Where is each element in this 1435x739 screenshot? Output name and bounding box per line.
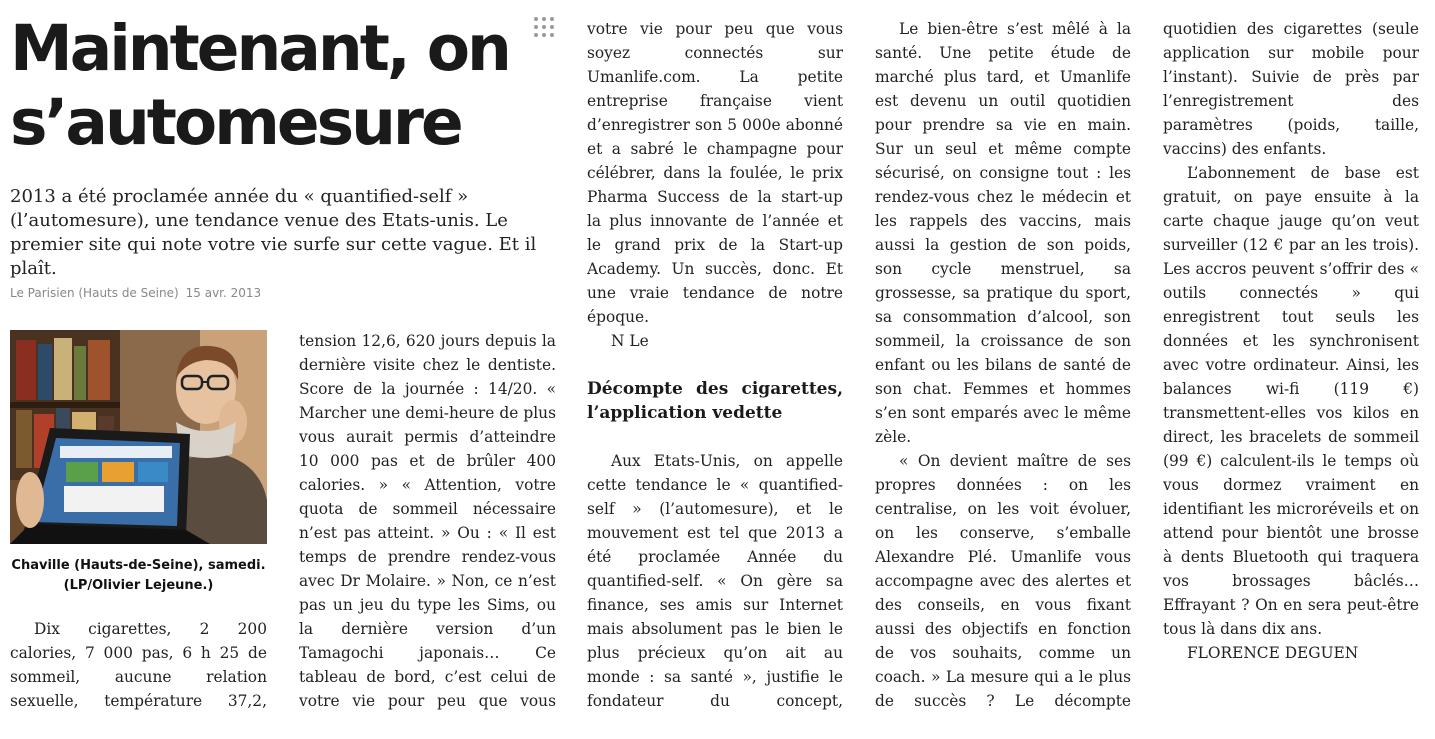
body-paragraph: tension 12,6, 620 jours depuis la dernière visite chez le dentiste. Score de la journée : 14/20. « Marcher une demi-heure de plus vous aurait permis d’atteindre 10 000 pas et de brûler 400 calories. » « Attention, votre quota de sommeil nécessaire n’est pas atteint. » Ou : « Il est temps de prendre rendez-vous avec Dr Molaire. » Non, ce n’est pas un jeu du type les Sims, ou la dernière version d’un Tamagochi japonais… Ce tableau de bord, c’est celui de votre vie pour peu que vous [299,332,556,710]
article-body-flow [875,17,1131,717]
article-column-2 [299,329,556,717]
article-body-flow [587,17,843,717]
grip-dots-icon[interactable] [534,17,556,39]
article-photo [10,330,267,544]
body-paragraph: Aux Etats-Unis, on appelle cette tendance le « quantified-self » (l’automesure), et le mouvement est tel que 2013 a été proclamée Année du quantified-self. « On gère sa finance, ses amis sur Internet mais absolument pas le bien le plus précieux qu’on ait au monde : sa santé », justifie le fondateur du concept, [587,452,843,710]
article-title: Maintenant, on s’automesure [10,12,509,159]
body-paragraph: votre vie pour peu que vous soyez connectés sur Umanlife.com. La petite entreprise française vient d’enregistrer son 5 000e abonné et a sabré le champagne pour célébrer, dans la foulée, le prix Pharma Success de la start-up la plus innovante de l’année et le grand prix de la Start-up Academy. Un succès, donc. Et une vraie tendance de notre époque. [587,20,843,326]
article-column-4 [875,17,1131,717]
body-paragraph: Le bien-être s’est mêlé à la santé. Une petite étude de marché plus tard, et Umanlife est devenu un outil quotidien pour prendre sa vie en main. Sur un seul et même compte sécurisé, on consigne tout : les rendez-vous chez le médecin et les rappels des vaccins, mais aussi la gestion de son poids, son cycle menstruel, sa grossesse, sa pratique du sport, sa consommation d’alcool, son sommeil, la croissance de son enfant ou les bilans de santé de son chat. Femmes et hommes s’en sont emparés avec le même zèle. [875,20,1131,446]
body-paragraph: L’abonnement de base est gratuit, on paye ensuite à la carte chaque jauge qu’on veut surveiller (12 € par an les trois). Les accros peuvent s’offrir des « outils connectés » qui enregistrent tout seuls les données et les synchronisent avec votre ordinateur. Ainsi, les balances wi-fi (119 €) transmettent-elles vos kilos en direct, les bracelets de sommeil (99 €) calculent-ils le temps où vous dormez vraiment en identifiant les microréveils et on attend pour bientôt une brosse à dents Bluetooth qui traquera vos brossages bâclés… Effrayant ? On en sera peut-être tous là dans dix ans. [1163,164,1419,638]
body-paragraph: Dix cigarettes, 2 200 calories, 7 000 pas, 6 h 25 de sommeil, aucune relation sexuelle, température 37,2, [10,620,267,710]
article-meta [10,286,261,300]
article-body-flow [299,329,556,717]
box-signature: N Le [611,332,649,350]
article-lead: 2013 a été proclamée année du « quantified-self » (l’automesure), une tendance venue des Etats-unis. Le premier site qui note votre vie surfe sur cette vague. Et il plaît. [10,186,537,279]
photo-caption: Chaville (Hauts-de-Seine), samedi. (LP/Olivier Lejeune.) [11,558,266,593]
article-body-flow [1163,17,1419,665]
body-paragraph: quotidien des cigarettes (seule application sur mobile pour l’instant). Suivie de près par l’enregistrement des paramètres (poids, taille, vaccins) des enfants. [1163,20,1419,158]
article-column-5 [1163,17,1419,717]
article-column-3 [587,17,843,717]
body-paragraph: « On devient maître de ses propres données : on les centralise, on les voit évoluer, on les conserve, s’emballe Alexandre Plé. Umanlife vous accompagne avec des alertes et des conseils, en vous fixant aussi des objectifs en fonction de vos souhaits, comme un coach. » La mesure qui a le plus de succès ? Le décompte [875,452,1131,710]
article-body-flow [10,617,267,717]
article-column-1 [10,617,267,717]
article-subheading: Décompte des cigarettes, l’application vedette [587,379,843,423]
source-name: Le Parisien (Hauts de Seine) [10,286,179,300]
publish-date: 15 avr. 2013 [185,286,262,300]
author-signature: FLORENCE DEGUEN [1187,644,1359,662]
